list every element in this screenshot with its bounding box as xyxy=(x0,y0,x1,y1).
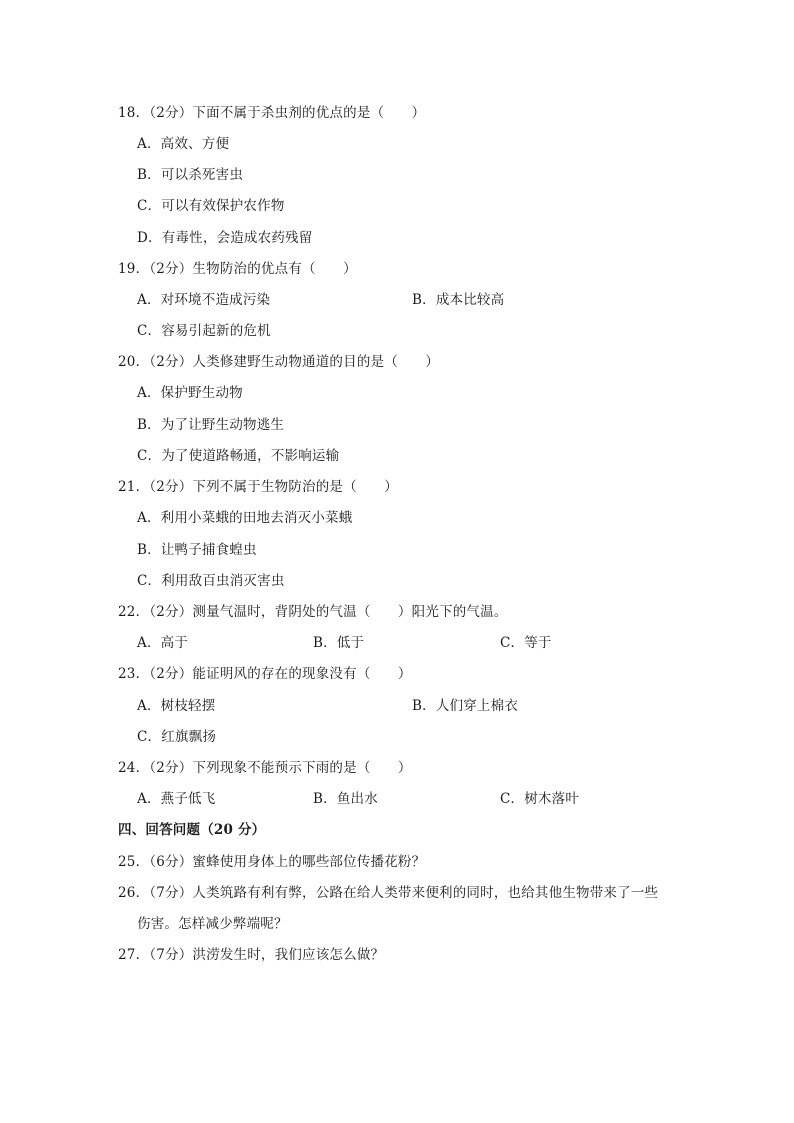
q18-option-b: B．可以杀死害虫 xyxy=(137,167,244,183)
q19-option-a: A．对环境不造成污染 xyxy=(137,292,271,308)
question-20: 20．（2分）人类修建野生动物通道的目的是（ ） xyxy=(118,354,440,370)
q24-option-c: C．树木落叶 xyxy=(500,791,580,807)
q22-option-c: C．等于 xyxy=(500,635,552,651)
question-25: 25．（6分）蜜蜂使用身体上的哪些部位传播花粉？ xyxy=(118,854,426,870)
question-26: 26．（7分）人类筑路有利有弊，公路在给人类带来便利的同时，也给其他生物带来了一些 xyxy=(118,885,659,901)
question-23: 23．（2分）能证明风的存在的现象没有（ ） xyxy=(118,666,412,682)
q18-option-a: A．高效、方便 xyxy=(137,136,230,152)
q18-option-d: D．有毒性，会造成农药残留 xyxy=(137,230,313,246)
question-27: 27．（7分）洪涝发生时，我们应该怎么做？ xyxy=(118,947,385,963)
q23-option-a: A．树枝轻摆 xyxy=(137,698,216,714)
q22-option-b: B．低于 xyxy=(313,635,365,651)
question-18: 18．（2分）下面不属于杀虫剂的优点的是（ ） xyxy=(118,105,426,121)
q21-option-b: B．让鸭子捕食蝗虫 xyxy=(137,542,257,558)
q19-option-b: B．成本比较高 xyxy=(412,292,505,308)
q23-option-c: C．红旗飘扬 xyxy=(137,729,217,745)
question-21: 21．（2分）下列不属于生物防治的是（ ） xyxy=(118,479,398,495)
q20-option-a: A．保护野生动物 xyxy=(137,385,243,401)
q18-option-c: C．可以有效保护农作物 xyxy=(137,198,285,214)
q22-option-a: A．高于 xyxy=(137,635,189,651)
q24-option-a: A．燕子低飞 xyxy=(137,791,216,807)
q20-option-c: C．为了使道路畅通，不影响运输 xyxy=(137,448,340,464)
q23-option-b: B．人们穿上棉衣 xyxy=(412,698,519,714)
question-22: 22．（2分）测量气温时，背阴处的气温（ ）阳光下的气温。 xyxy=(118,604,508,620)
q24-option-b: B．鱼出水 xyxy=(313,791,378,807)
section-title: 四、回答问题（20 分） xyxy=(118,822,266,838)
q19-option-c: C．容易引起新的危机 xyxy=(137,323,271,339)
question-24: 24．（2分）下列现象不能预示下雨的是（ ） xyxy=(118,760,412,776)
q21-option-c: C．利用敌百虫消灭害虫 xyxy=(137,573,285,589)
q20-option-b: B．为了让野生动物逃生 xyxy=(137,417,285,433)
question-26-continuation: 伤害。怎样减少弊端呢？ xyxy=(137,916,288,932)
question-19: 19．（2分）生物防治的优点有（ ） xyxy=(118,261,357,277)
q21-option-a: A．利用小菜蛾的田地去消灭小菜蛾 xyxy=(137,510,353,526)
